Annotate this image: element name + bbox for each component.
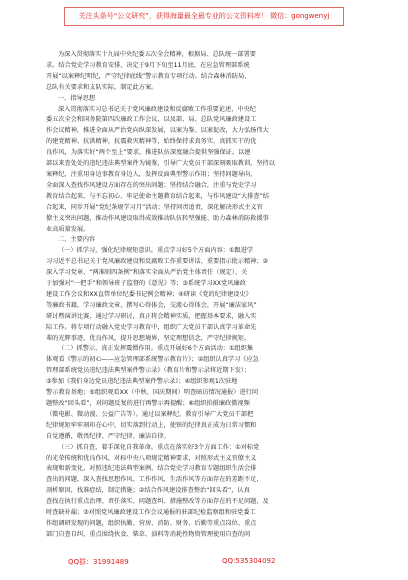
paragraph: 求，结合党史学习教育安排，决定于9月下旬至11月底，在应急管理部系统	[46, 61, 250, 69]
paragraph: 委五次全会和国务院第四次廉政工作会议，以及部、局、总队党风廉政建设工	[46, 116, 257, 124]
paragraph: 的光荣传统和优良作风，对标中央八项规定精神要求，对照形式主义官僚主义	[46, 454, 257, 462]
paragraph: 深入学习党章、“两准则四条例”和落实全面从严治党主体责任（规定）、关	[46, 269, 248, 277]
paragraph: 警示教育基地；⑤组织观看XX（中秋、国庆期间）明查暗访情况通报）进行问	[46, 389, 259, 397]
document-body	[46, 50, 362, 541]
paragraph: 为深入贯彻落实十九届中央纪委五次全会精神，根据局、总队统一部署要	[58, 51, 256, 58]
paragraph: 自觉遵循，敬畏纪律、严守纪律、廉洁自律。	[46, 432, 170, 440]
qq-contact-text: QQ:535304092	[222, 557, 276, 565]
paragraph: ③参加《我们身边党员违纪违法典型案件警示录》；④组织参观1次驻地	[46, 378, 238, 386]
footer	[0, 557, 408, 571]
paragraph: 良作风，为落实好“两个至上”要求，推进队伍深度融合提供坚强保证。以建	[46, 149, 251, 157]
paragraph: 等廉政书籍，学习廉政文章，撰写心得体会，交流心得体会，开展“廉洁家风”	[46, 301, 257, 309]
paragraph: 习习近平总书记关于党风廉政建设和反腐败工作重要讲话、重要指示批示精神；②	[46, 258, 269, 266]
paragraph: 教育结合起来，与不忘初心、牢记使命主题教育结合起来，与作风建设“大排查”结	[46, 192, 269, 200]
paragraph: 案释纪，注重用身边事教育身边人，发挥反面典型警示作用；坚持问题导向，	[46, 170, 257, 178]
paragraph: 全面深入查找作风建设方面存在的突出问题；坚持结合融合，注重与党史学习	[46, 181, 257, 189]
paragraph: 于加强对“一把手”和领导班子监督的《意见》等；③系统学习XX党风廉政	[46, 280, 246, 288]
paragraph: 体观看《警示的初心——应急管理部系统警示教育片》；②组织认真学习《应急	[46, 356, 259, 364]
paragraph: 表现和新变化，对照违纪违法典型案例，结合党史学习教育专题组织生活会排	[46, 465, 257, 473]
paragraph: 合起来，同步开展“党纪条规学习月”活动；坚持问责追责，深化解决形式主义官	[46, 203, 263, 211]
paragraph: 部门自查自纠，重点围绕伙食、柴草、油料等消耗性物资管理使用自查的问	[46, 530, 251, 538]
paragraph: 管理部系统党员违纪违法典型案件警示录》（教育片和警示录将近期下发）；	[46, 367, 251, 375]
paragraph: 总队有关要求和支队实际，制定此方案。	[46, 83, 158, 91]
paragraph: 纪律规矩牢牢刻印在心中，切实落到行动上，使铁的纪律真正成为日常习惯和	[46, 421, 257, 429]
qq-group-text: QQ群：31991489	[68, 558, 129, 566]
paragraph: 深入贯彻落实习总书记关于党风廉政建设和反腐败工作重要论述、中央纪	[58, 105, 256, 113]
paragraph: 剖析原因，找准症结，制定措施；②结合作风建设排查整治“回头看”，认真	[46, 487, 250, 495]
paragraph: 建设工作会议和XX直管单位纪委书记例会精神；④研读《党的纪律建设史》	[46, 290, 252, 298]
paragraph: 僚主义突出问题，推动作风建设取得成效推动队伍转型强能、助力森林消防救援事	[46, 214, 269, 222]
paragraph: 业高质量发展。	[46, 225, 90, 233]
paragraph: 作会议精神，推进全面从严治党向纵深发展，以案为鉴、以案促改，大力弘扬伟大	[46, 127, 269, 135]
paragraph: 查找在执行重点治理、责任落实、问题查纠、措施整改等方面存在的不足问题，及	[46, 498, 269, 506]
promo-banner: 关注头条号“公文研究”，获得海量最全最专业的公文资料库！ 微信：gongwenyj	[64, 7, 344, 26]
paragraph: 查出的问题，深入查找思想作风、工作作风、生活作风等方面存在的差距不足，	[46, 476, 263, 484]
paragraph: 的建党精神、抗洪精神，抗震救灾精神等，始终保持求真务实、真抓实干的优	[46, 138, 257, 146]
paragraph: （一）抓学习，强化纪律规矩意识。重点学习好5个方面内容：①跟进学	[58, 247, 254, 255]
paragraph: 时查缺补漏；③对照党风廉政建设工作会议通报的驻部纪检监察组和驻党委工	[46, 509, 256, 517]
paragraph: 际工作。将专项行动融入党史学习教育中，组织广大党员干部认真学习革命先	[46, 323, 257, 331]
paragraph: 辈的光辉事迹，优良作风，提升思想境界，坚定理想信念，严守纪律规矩。	[46, 334, 251, 342]
paragraph: 开展“以案释纪明纪，严守纪律底线”警示教育专项行动。结合森林消防局、	[46, 72, 251, 80]
paragraph: （微电影、微动漫、公益广告等）。通过以案释纪，教育引导广大党员干部把	[46, 410, 254, 418]
paragraph: 题整改“回头看”，对问题反复的进行再警示再提醒；⑥组织拍摄廉政微视频	[46, 400, 250, 407]
paragraph: 部以来查处处的违纪违法典型案件为镜鉴，引导广大党员干部深刻吸取教训，坚持以	[46, 160, 275, 168]
paragraph: （三）抓自查，着手深化自我革命。重点在落实好3个方面工作：①对标党	[58, 443, 260, 451]
paragraph: （二）抓警示，真正发挥震慑作用。重点开展好6个方面活动：①组织集	[58, 345, 254, 353]
section-heading: 一、指导思想	[58, 94, 96, 102]
paragraph: 研讨暨演讲比赛，通过学习研讨，真正将会精神实质，把握基本要求，融入实	[46, 312, 257, 320]
section-heading: 二、主要内容	[58, 236, 96, 244]
paragraph: 作组调研发现的问题，组织执勤、营房、消防、财务、后勤等重点岗位、重点	[46, 519, 257, 527]
